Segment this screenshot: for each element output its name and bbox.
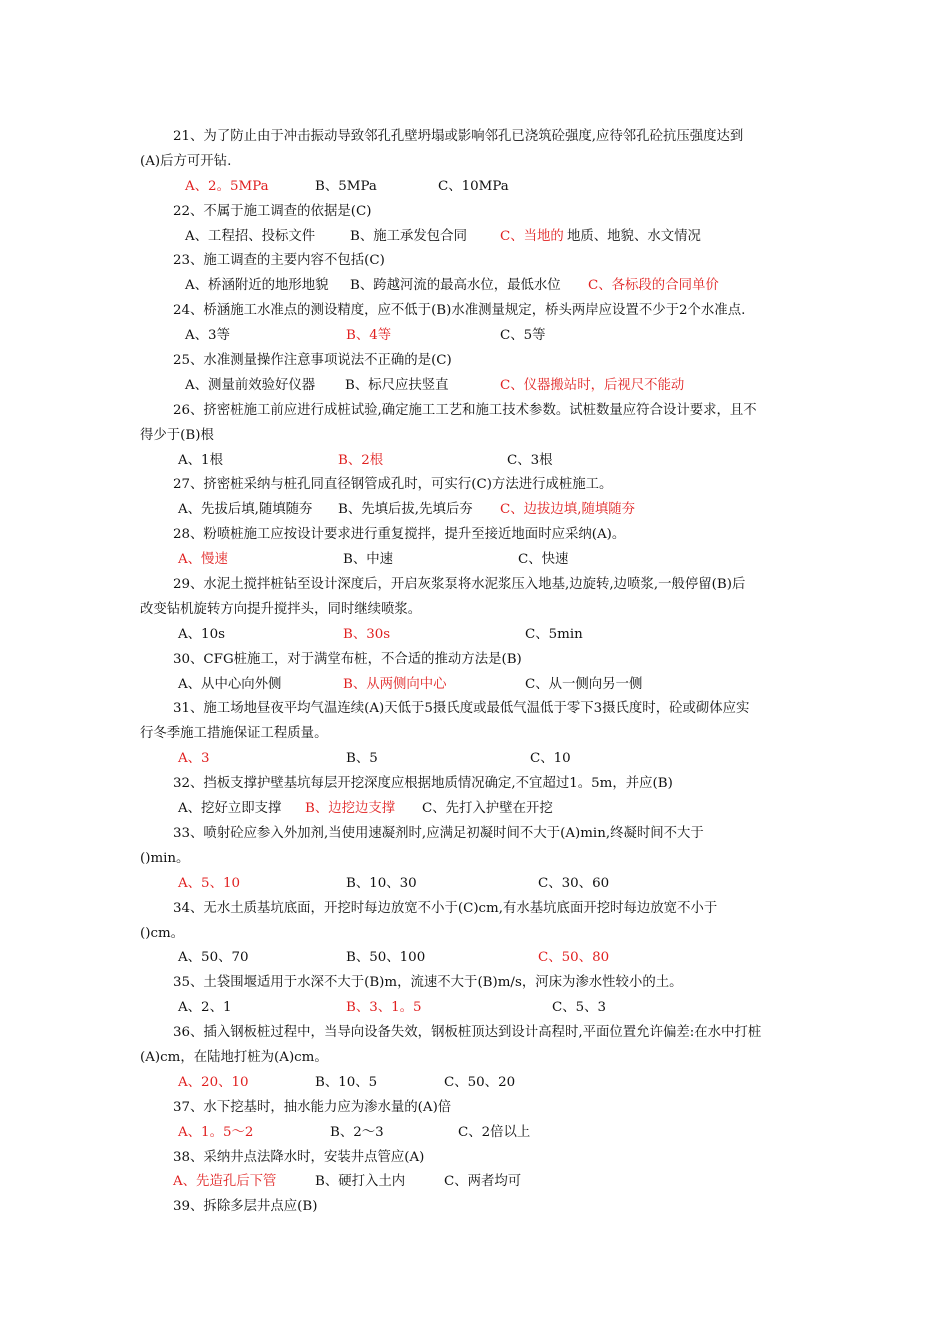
question-text: 26、挤密桩施工前应进行成桩试验,确定施工工艺和施工技术参数。试桩数量应符合设计要求，且不 — [173, 402, 757, 418]
correct-answer-option: B、2根 — [338, 452, 384, 468]
option-a: A、50、70 — [178, 950, 249, 966]
correct-answer-option: A、慢速 — [178, 552, 228, 568]
option-b: B、5MPa — [315, 178, 377, 194]
correct-answer-option: B、从两侧向中心 — [343, 676, 447, 692]
question-text: 35、土袋围堰适用于水深不大于(B)m，流速不大于(B)m/s，河床为渗水性较小的土。 — [173, 975, 683, 991]
correct-answer-option: C、边拔边填,随填随夯 — [500, 502, 636, 518]
correct-answer-option: A、20、10 — [178, 1074, 249, 1090]
option-c: 地质、地貌、水文情况 — [567, 228, 701, 244]
option-c: C、先打入护壁在开挖 — [422, 801, 553, 817]
correct-answer-option: C、当地的 — [500, 228, 564, 244]
question-text: 37、水下挖基时，抽水能力应为渗水量的(A)倍 — [173, 1099, 452, 1115]
option-c: C、5等 — [500, 328, 546, 344]
option-c: C、3根 — [507, 452, 553, 468]
question-item — [140, 399, 812, 474]
question-text: 34、无水土质基坑底面，开挖时每边放宽不小于(C)cm,有水基坑底面开挖时每边放宽不小于 — [173, 900, 718, 916]
correct-answer-option: C、50、80 — [538, 950, 610, 966]
question-list — [140, 125, 812, 1220]
option-a: A、测量前效验好仪器 — [185, 377, 316, 393]
correct-answer-option: A、3 — [178, 751, 210, 767]
option-c: C、30、60 — [538, 875, 610, 891]
options-row — [140, 1071, 812, 1096]
question-text-continued: 得少于(B)根 — [140, 427, 214, 443]
question-item — [140, 822, 812, 897]
question-text-continued: 行冬季施工措施保证工程质量。 — [140, 726, 328, 742]
question-item — [140, 1021, 812, 1096]
options-row — [140, 1121, 812, 1146]
question-text: 36、插入钢板桩过程中，当导向设备失效，钢板桩顶达到设计高程时,平面位置允许偏差:在水中打桩 — [173, 1025, 762, 1041]
options-row — [140, 324, 812, 349]
option-a: A、10s — [178, 626, 225, 642]
option-a: A、1根 — [178, 452, 223, 468]
question-text-continued: (A)cm，在陆地打桩为(A)cm。 — [140, 1049, 328, 1065]
option-a: A、工程招、投标文件 — [185, 228, 316, 244]
correct-answer-option: A、1。5～2 — [178, 1124, 254, 1140]
question-text: 29、水泥土搅拌桩钻至设计深度后，开启灰浆泵将水泥浆压入地基,边旋转,边喷浆,一般停留(B)后 — [173, 577, 746, 593]
option-b: B、中速 — [343, 552, 394, 568]
question-text: 21、为了防止由于冲击振动导致邻孔孔壁坍塌或影响邻孔已浇筑砼强度,应待邻孔砼抗压强度达到 — [173, 129, 744, 144]
question-text: 33、喷射砼应参入外加剂,当使用速凝剂时,应满足初凝时间不大于(A)min,终凝时间不大于 — [173, 825, 704, 841]
question-text-continued: (A)后方可开钻. — [140, 153, 232, 169]
option-b: B、50、100 — [346, 950, 426, 966]
option-c: C、从一侧向另一侧 — [525, 676, 643, 692]
option-a: A、3等 — [185, 328, 230, 344]
question-item — [140, 1195, 812, 1220]
correct-answer-option: A、先造孔后下管 — [173, 1174, 277, 1190]
options-row — [140, 274, 812, 299]
question-item — [140, 697, 812, 772]
option-b: B、10、5 — [315, 1074, 378, 1090]
options-row — [140, 548, 812, 573]
question-text-continued: 改变钻机旋转方向提升搅拌头，同时继续喷浆。 — [140, 601, 422, 617]
options-row — [140, 747, 812, 772]
option-b: B、跨越河流的最高水位，最低水位 — [350, 278, 561, 294]
question-item — [140, 200, 812, 250]
question-item — [140, 523, 812, 573]
option-b: B、5 — [346, 751, 378, 767]
option-b: B、硬打入土内 — [315, 1174, 406, 1190]
question-text-continued: ()cm。 — [140, 925, 185, 941]
question-text: 30、CFG桩施工，对于满堂布桩，不合适的推动方法是(B) — [173, 651, 522, 667]
option-b: B、10、30 — [346, 875, 417, 891]
question-item — [140, 897, 812, 972]
option-c: C、5min — [525, 626, 583, 642]
question-item — [140, 648, 812, 698]
correct-answer-option: B、边挖边支撑 — [305, 801, 396, 817]
option-a: A、先拔后填,随填随夯 — [178, 502, 313, 518]
option-a: A、2、1 — [178, 1000, 232, 1016]
question-item — [140, 772, 812, 822]
options-row — [140, 996, 812, 1021]
correct-answer-option: C、各标段的合同单价 — [588, 278, 719, 294]
question-text: 38、采纳井点法降水时，安装井点管应(A) — [173, 1149, 425, 1165]
option-b: B、先填后拔,先填后夯 — [338, 502, 473, 518]
options-row — [140, 797, 812, 822]
options-row — [140, 673, 812, 698]
question-text: 22、不属于施工调查的依据是(C) — [173, 203, 372, 219]
option-a: A、桥涵附近的地形地貌 — [185, 278, 329, 294]
options-row — [140, 1170, 812, 1195]
question-text: 28、粉喷桩施工应按设计要求进行重复搅拌，提升至接近地面时应采纳(A)。 — [173, 527, 626, 543]
option-c: C、50、20 — [444, 1074, 516, 1090]
question-item — [140, 473, 812, 523]
option-c: C、10 — [530, 751, 571, 767]
options-row — [140, 872, 812, 897]
option-b: B、标尺应扶竖直 — [345, 377, 449, 393]
question-text: 24、桥涵施工水准点的测设精度，应不低于(B)水准测量规定，桥头两岸应设置不少于2个水准点. — [173, 303, 746, 319]
question-text: 23、施工调查的主要内容不包括(C) — [173, 253, 385, 269]
question-text: 32、挡板支撑护壁基坑每层开挖深度应根据地质情况确定,不宜超过1。5m，并应(B) — [173, 776, 673, 792]
question-item — [140, 1096, 812, 1146]
question-text: 31、施工场地昼夜平均气温连续(A)天低于5摄氏度或最低气温低于零下3摄氏度时，砼或砌体应实 — [173, 701, 750, 717]
question-text: 27、挤密桩采纳与桩孔同直径钢管成孔时，可实行(C)方法进行成桩施工。 — [173, 477, 613, 493]
option-c: C、5、3 — [552, 1000, 607, 1016]
options-row — [140, 623, 812, 648]
option-b: B、施工承发包合同 — [350, 228, 467, 244]
options-row — [140, 946, 812, 971]
options-row — [140, 374, 812, 399]
question-item — [140, 971, 812, 1021]
option-b: B、2～3 — [330, 1124, 384, 1140]
question-text-continued: ()min。 — [140, 850, 190, 866]
correct-answer-option: C、仪器搬站时，后视尺不能动 — [500, 377, 685, 393]
options-row — [140, 449, 812, 474]
question-text: 25、水准测量操作注意事项说法不正确的是(C) — [173, 353, 452, 369]
option-a: A、挖好立即支撑 — [178, 801, 282, 817]
option-c: C、2倍以上 — [458, 1124, 531, 1140]
question-item — [140, 299, 812, 349]
correct-answer-option: B、3、1。5 — [346, 1000, 422, 1016]
question-item — [140, 349, 812, 399]
option-c: C、两者均可 — [444, 1174, 522, 1190]
correct-answer-option: B、4等 — [346, 328, 392, 344]
options-row — [140, 498, 812, 523]
question-text: 39、拆除多层井点应(B) — [173, 1199, 318, 1215]
correct-answer-option: B、30s — [343, 626, 391, 642]
question-item — [140, 1146, 812, 1196]
option-a: A、从中心向外侧 — [178, 676, 282, 692]
correct-answer-option: A、2。5MPa — [185, 178, 269, 194]
question-item — [140, 249, 812, 299]
option-c: C、10MPa — [438, 178, 509, 194]
options-row — [140, 175, 812, 200]
question-item — [140, 573, 812, 648]
question-item — [140, 125, 812, 200]
option-c: C、快速 — [518, 552, 569, 568]
options-row — [140, 225, 812, 250]
correct-answer-option: A、5、10 — [178, 875, 241, 891]
